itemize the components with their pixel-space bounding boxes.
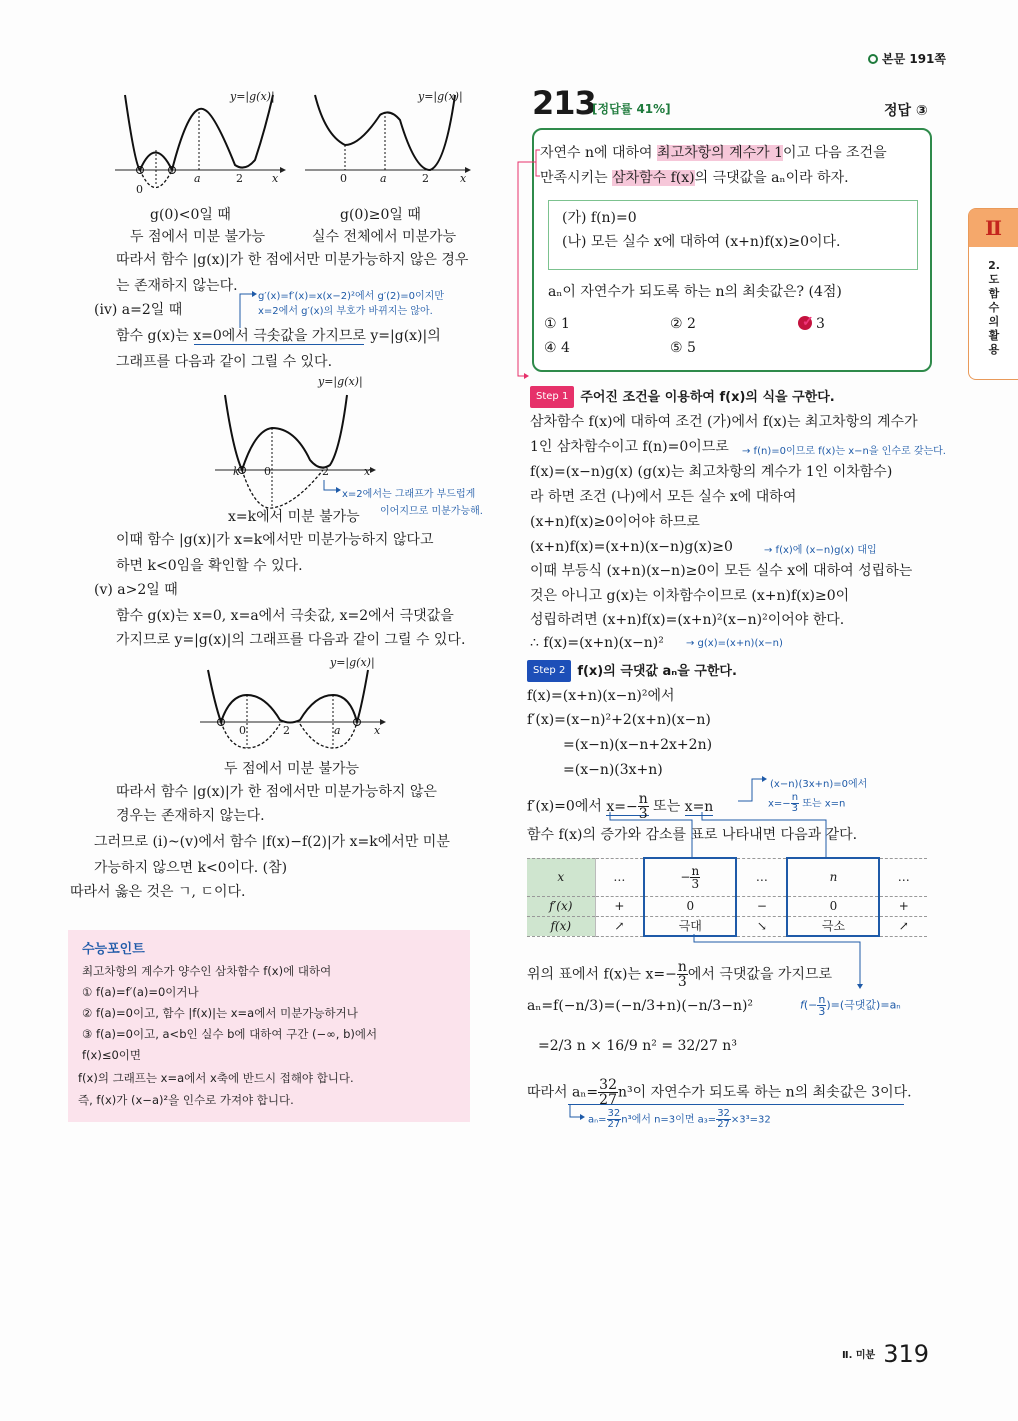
exam-point-line: f(x)의 그래프는 x=a에서 x축에 반드시 접해야 합니다. [78,1071,354,1085]
frac-den: 27 [607,1119,621,1130]
para1-line2: 는 존재하지 않는다. [116,278,238,294]
note-arrow-final [568,1105,588,1125]
table-row [527,896,927,916]
final-answer-line: 따라서 옳은 것은 ㄱ, ㄷ이다. [70,884,246,900]
question-text: aₙ이 자연수가 되도록 하는 n의 최솟값은? (4점) [548,284,842,300]
chapter-char: 의 [988,315,1000,328]
chapter-char: 함 [988,287,1000,300]
s1-line4: 라 하면 조건 (나)에서 모든 실수 x에 대하여 [530,489,797,505]
frac-neg-n-3 [690,865,700,890]
page-footer [842,1340,929,1368]
frac-num: 32 [717,1108,730,1119]
graph-iv-caption: x=k에서 미분 불가능 [228,509,360,525]
case-iv-line1: 함수 g(x)는 x=0에서 극솟값을 가지므로 y=|g(x)|의 [116,328,441,344]
stem-line2 [540,168,849,188]
s1-line1: 삼차함수 f(x)에 대하여 조건 (가)에서 f(x)는 최고차항의 계수가 [530,414,918,430]
graph2-tick-a: a [380,172,387,185]
conclusion-line1: 그러므로 (ⅰ)~(ⅴ)에서 함수 |f(x)−f(2)|가 x=k에서만 미분 [94,834,450,850]
conclusion-line2: 가능하지 않으면 k<0이다. (참) [94,860,288,876]
choice-4[interactable]: ④ 4 [544,340,570,356]
frac-num: n [677,959,687,975]
case-iv-label: (ⅳ) a=2일 때 [94,302,183,318]
graph1-caption2: 두 점에서 미분 불가능 [130,229,266,245]
s1-line9: 성립하려면 (x+n)f(x)=(x+n)²(x−n)²이어야 한다. [530,612,845,628]
s1-line2: 1인 삼차함수이고 f(n)=0이므로 [530,439,729,455]
frac-den: 3 [818,1005,826,1018]
frac-n-3 [817,994,826,1017]
chapter-char: 수 [988,301,1000,314]
note-text: aₙ= [588,1114,607,1126]
table-cell: f(x) [527,916,595,936]
graph-iv-tick-k: k [233,465,240,478]
s1-line8: 것은 아니고 g(x)는 이차함수이므로 (x+n)f(x)≥0이 [530,588,850,604]
s1-line7: 이때 부등식 (x+n)(x−n)≥0이 모든 실수 x에 대하여 성립하는 [530,563,913,579]
exam-point-line: ③ f(a)=0이고, a<b인 실수 b에 대하여 구간 (−∞, b)에서 [82,1027,378,1041]
graph-g0-nonnegative [300,90,480,190]
reference-text: 본문 191쪽 [882,52,947,66]
table-cell: 0 [644,896,736,916]
table-cell: − $\frac{n}{3}$ [644,858,736,896]
exam-point-box [68,930,470,1122]
s1-note6: → f(x)에 (x−n)g(x) 대입 [764,545,877,556]
table-cell: n [787,858,879,896]
note-text: n³에서 n=3이면 a₃= [621,1114,717,1126]
graph1-label: y=|g(x)| [230,90,275,103]
chapter-tab[interactable] [968,208,1018,380]
para-iv-line1: 이때 함수 |g(x)|가 x=k에서만 미분가능하지 않다고 [116,532,434,548]
table-cell: + [595,896,644,916]
frac-den: 27 [599,1092,617,1108]
chapter-char: 활 [988,329,1000,342]
frac-n-3 [677,960,688,989]
condition-ga: (가) f(n)=0 [562,210,637,226]
note-iv-line1: g′(x)=f′(x)=x(x−2)²에서 g′(2)=0이지만 [258,291,445,302]
chapter-roman: Ⅱ [969,209,1018,247]
stem-text: 의 극댓값을 aₙ이라 하자. [694,170,849,186]
step2-title: f(x)의 극댓값 aₙ을 구한다. [577,664,737,679]
graph2-tick-x: x [460,172,467,185]
chapter-char: 도 [988,273,1000,286]
graph1-caption: g(0)<0일 때 [150,207,231,223]
step1-title: 주어진 조건을 이용하여 f(x)의 식을 구한다. [580,390,835,405]
note-text: ×3³=32 [730,1114,771,1126]
s1-note10: → g(x)=(x+n)(x−n) [686,638,783,649]
problem-number: 213 [532,84,596,122]
root-n: x=n [684,798,714,815]
stem-text: 자연수 n에 대하여 [540,145,658,161]
case-v-line2: 가지므로 y=|g(x)|의 그래프를 다음과 같이 그릴 수 있다. [116,632,466,648]
underline-final [568,1104,904,1105]
frac-num: n [691,863,700,878]
step1-heading [530,386,835,408]
step1-badge: Step 1 [530,386,574,408]
table-cell: … [595,858,644,896]
para-iv-line2: 하면 k<0임을 확인할 수 있다. [116,558,303,574]
graph2-tick-0: 0 [340,172,347,185]
step2-badge: Step 2 [527,660,571,682]
stem-text: 만족시키는 [540,170,613,186]
s2-note5-line2 [768,793,845,814]
para-v-line2: 경우는 존재하지 않는다. [116,808,265,824]
stem-line1 [540,143,887,163]
graph-iv-tick-x: x [364,465,371,478]
footer-section: Ⅱ. 미분 [842,1350,876,1361]
frac-n-3 [791,793,799,814]
s2-line8: aₙ=f(−n/3)=(−n/3+n)(−n/3−n)² [527,998,754,1014]
s2-text: x=− [606,798,638,815]
frac-num: n [638,791,648,807]
step2-heading [527,660,737,682]
graph2-caption2: 실수 전체에서 미분가능 [312,229,457,245]
graph-v-tick-a: a [334,724,341,737]
exam-point-line: ① f(a)=f′(a)=0이거나 [82,985,199,999]
s2-line1: f(x)=(x+n)(x−n)²에서 [527,688,675,704]
frac-den: 3 [691,876,700,891]
s1-line3: f(x)=(x−n)g(x) (g(x)는 최고차항의 계수가 1인 이차함수) [530,464,893,480]
answer-label: 정답 ③ [884,103,928,119]
choice-3[interactable] [798,314,825,334]
graph-v-label: y=|g(x)| [330,656,375,669]
chapter-char: 용 [988,343,1000,356]
graph-iv-tick-2: 2 [322,465,329,478]
graph1-tick-0: 0 [136,183,143,196]
s2-text: n³이 자연수가 되도록 하는 n의 최솟값은 3이다. [617,1084,912,1101]
page-reference [868,50,946,67]
s2-note10 [588,1109,771,1130]
s2-line4: =(x−n)(3x+n) [563,762,663,778]
frac-den: 3 [791,803,799,814]
choice-3-label: 3 [816,316,825,332]
check-mark-icon: ✓ [798,316,812,330]
table-cell: + [879,896,927,916]
s2-line2: f′(x)=(x−n)²+2(x+n)(x−n) [527,712,711,728]
table-cell: ↘ [736,916,787,936]
page-number: 319 [883,1340,929,1368]
table-cell: ↗ [879,916,927,936]
graph1-tick-2: 2 [236,172,243,185]
s2-note7: f(− $\frac{n}{3}$ )=(극댓값)=aₙ [800,993,901,1018]
graph2-label: y=|g(x)| [418,90,463,103]
chapter-char: 2. [988,259,1000,272]
note-text: x=− [768,798,791,810]
graph-iv-label: y=|g(x)| [318,375,363,388]
table-cell: f′(x) [527,896,595,916]
choice-2[interactable]: ② 2 [670,316,696,332]
s1-line5: (x+n)f(x)≥0이어야 하므로 [530,514,700,530]
graph-v-tick-0: 0 [239,724,246,737]
graph-iv-tick-0: 0 [264,465,271,478]
frac-num: 32 [599,1077,617,1093]
variation-table [527,857,927,937]
graph2-tick-2: 2 [422,172,429,185]
frac-den: 27 [717,1119,730,1130]
s2-line10 [527,1078,912,1107]
table-cell: 0 [787,896,879,916]
exam-point-line: f(x)≤0이면 [82,1048,141,1062]
s2-line7 [527,960,832,989]
table-cell: 극대 [644,916,736,936]
case-v-line1: 함수 g(x)는 x=0, x=a에서 극솟값, x=2에서 극댓값을 [116,608,454,624]
frac-num: n [818,993,826,1006]
table-row [527,858,927,896]
table-cell: − [736,896,787,916]
s1-line10: ∴ f(x)=(x+n)(x−n)² [530,635,664,651]
note-text: =(극댓값)=aₙ [830,998,901,1012]
para1-line1: 따라서 함수 |g(x)|가 한 점에서만 미분가능하지 않은 경우 [116,252,469,268]
frac-32-27 [716,1109,731,1130]
correct-rate: [정답률 41%] [592,102,671,116]
s2-line9: =2/3 n × 16/9 n² = 32/27 n³ [538,1038,737,1054]
table-cell: 극소 [787,916,879,936]
table-cell: ↗ [595,916,644,936]
s2-line6: 함수 f(x)의 증가와 감소를 표로 나타내면 다음과 같다. [527,827,858,843]
note-arrow [238,290,258,330]
choice-1[interactable]: ① 1 [544,316,570,332]
table-row [527,916,927,936]
s1-line6: (x+n)f(x)=(x+n)(x−n)g(x)≥0 [530,539,733,555]
underline-iv [194,344,364,345]
frac-num: 32 [607,1108,621,1119]
note-arrow-s2 [738,775,768,805]
exam-point-title: 수능포인트 [82,942,145,957]
graph-a-equals-2 [215,390,385,500]
stem-text: 이고 다음 조건을 [783,145,887,161]
circle-bullet-icon [868,54,878,64]
note-iv-line2: x=2에서 g′(x)의 부호가 바뀌지는 않아. [258,306,433,317]
graph-iv-note2: 이어지므로 미분가능해. [380,506,483,517]
graph-a-greater-2 [200,670,400,760]
table-cell: … [879,858,927,896]
para-v-line1: 따라서 함수 |g(x)|가 한 점에서만 미분가능하지 않은 [116,784,437,800]
s1-note2: → f(n)=0이므로 f(x)는 x−n을 인수로 갖는다. [742,446,946,457]
graph1-tick-x: x [272,172,279,185]
chapter-title [977,259,1011,357]
graph-v-tick-2: 2 [283,724,290,737]
exam-point-line: 즉, f(x)가 (x−a)²을 인수로 가져야 합니다. [78,1093,294,1107]
stem-highlight: 삼차함수 f(x) [612,170,695,186]
note-text: 또는 x=n [799,798,846,810]
frac-num: n [791,792,799,803]
case-v-label: (ⅴ) a>2일 때 [94,582,178,598]
frac-32-27 [598,1078,618,1107]
case-iv-line2: 그래프를 다음과 같이 그릴 수 있다. [116,354,333,370]
s2-text: 위의 표에서 f(x)는 x=− [527,966,677,983]
condition-na: (나) 모든 실수 x에 대하여 (x+n)f(x)≥0이다. [562,234,841,250]
note-arrow-iv [322,480,342,494]
exam-point-line: 최고차항의 계수가 양수인 삼차함수 f(x)에 대하여 [82,964,332,978]
table-cell: … [736,858,787,896]
frac-32-27 [607,1109,622,1130]
s2-text: 에서 극댓값을 가지므로 [687,966,833,983]
graph-v-caption: 두 점에서 미분 불가능 [224,761,360,777]
frac-den: 3 [638,806,648,822]
choice-5[interactable]: ⑤ 5 [670,340,696,356]
s2-note5-line1: (x−n)(3x+n)=0에서 [770,779,868,790]
exam-point-line: ② f(a)=0이고, 함수 |f(x)|는 x=a에서 미분가능하거나 [82,1006,358,1020]
s2-line3: =(x−n)(x−n+2x+2n) [563,737,713,753]
s2-text: f′(x)=0에서 [527,798,607,815]
graph2-caption: g(0)≥0일 때 [340,207,421,223]
s2-text: 또는 [648,798,685,815]
graph-v-tick-x: x [374,724,381,737]
graph1-tick-a: a [194,172,201,185]
table-cell: x [527,858,595,896]
s2-text: 따라서 aₙ= [527,1084,599,1101]
frac-den: 3 [677,974,687,990]
stem-highlight: 최고차항의 계수가 1 [657,145,784,161]
graph-iv-note1: x=2에서는 그래프가 부드럽게 [342,489,476,500]
